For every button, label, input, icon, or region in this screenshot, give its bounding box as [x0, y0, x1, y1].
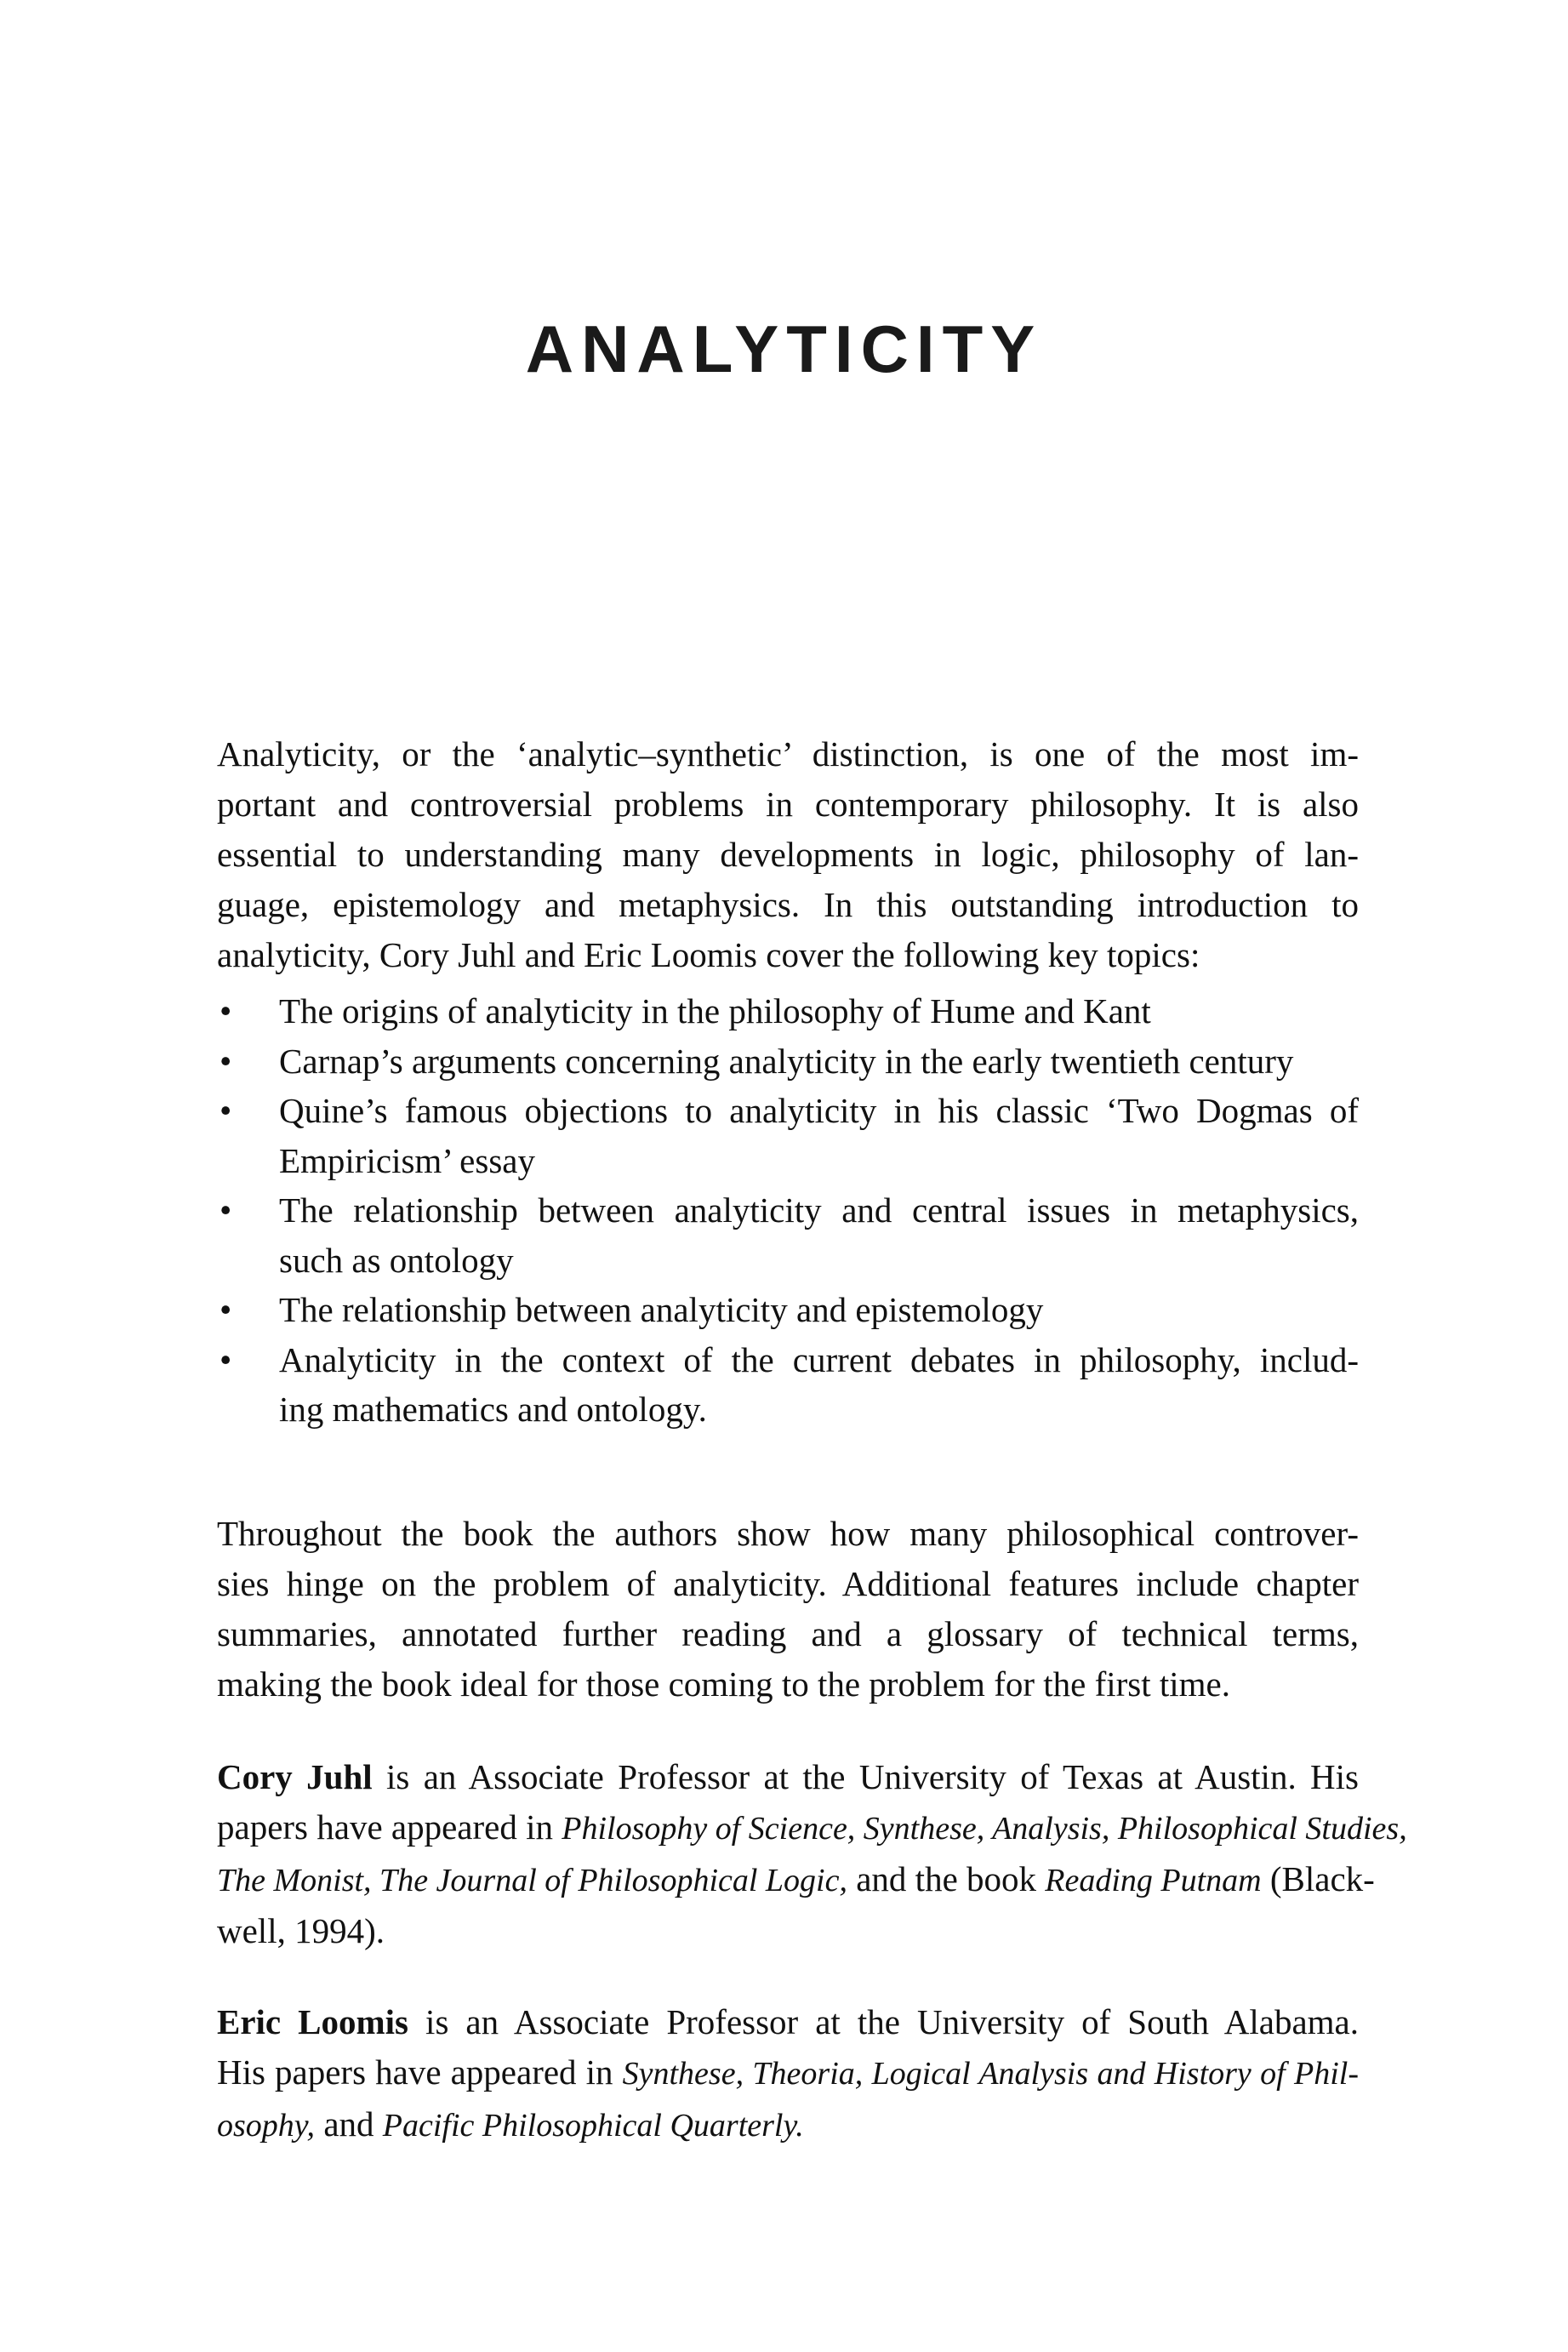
text-line — [217, 1659, 1359, 1710]
bullet-icon: • — [220, 1041, 232, 1081]
text-line: Carnap’s arguments concerning analyticity in the early twentieth century — [279, 1041, 1294, 1081]
text-line — [217, 880, 1359, 930]
text-segment: making the book ideal for those coming to the problem for the first time. — [217, 1664, 1231, 1704]
topic-list-item — [217, 1036, 1359, 1087]
publication-title: Synthese, Theoria, Logical Analysis and History of Phil- — [622, 2056, 1359, 2092]
text-line — [217, 1609, 1359, 1659]
text-segment: His papers have appeared in — [217, 2052, 623, 2092]
bullet-icon: • — [220, 1091, 232, 1130]
text-segment: Throughout the book the authors show how many philosophical controver- — [217, 1514, 1359, 1553]
text-segment: Analyticity, or the ‘analytic–synthetic’ distinction, is one of the most im- — [217, 734, 1359, 774]
author-name: Eric Loomis — [217, 2002, 409, 2041]
publication-title: osophy, — [217, 2108, 316, 2144]
topic-list-item — [217, 1086, 1359, 1185]
text-line — [217, 830, 1359, 880]
bio-cory-juhl — [217, 1752, 1407, 1956]
text-line: ing mathematics and ontology. — [279, 1390, 707, 1429]
bullet-icon: • — [220, 1290, 232, 1329]
text-segment: analyticity, Cory Juhl and Eric Loomis cover the following key topics: — [217, 935, 1200, 974]
text-line — [217, 1559, 1359, 1609]
bullet-icon: • — [220, 1190, 232, 1230]
text-line — [217, 930, 1359, 980]
bio-eric-loomis — [217, 1997, 1359, 2151]
text-segment: and the book — [847, 1859, 1046, 1898]
text-segment: summaries, annotated further reading and a glossary of technical terms, — [217, 1614, 1359, 1653]
author-name: Cory Juhl — [217, 1757, 373, 1796]
text-line: Analyticity in the context of the current debates in philosophy, includ- — [279, 1339, 1359, 1379]
topic-list-item — [217, 1335, 1359, 1435]
text-line: The origins of analyticity in the philosophy of Hume and Kant — [279, 991, 1151, 1030]
text-line — [217, 2099, 1359, 2151]
text-segment: (Black- — [1261, 1859, 1375, 1898]
page-title: ANALYTICITY — [525, 311, 1043, 386]
text-segment: is an Associate Professor at the University of South Alabama. — [408, 2002, 1359, 2041]
intro-paragraph — [217, 729, 1359, 980]
text-segment: is an Associate Professor at the University of Texas at Austin. His — [372, 1757, 1359, 1796]
bullet-icon: • — [220, 991, 232, 1030]
publication-title: The Monist, The Journal of Philosophical Logic, — [217, 1863, 847, 1898]
text-line: The relationship between analyticity and central issues in metaphysics, — [279, 1190, 1359, 1230]
text-line: Quine’s famous objections to analyticity in his classic ‘Two Dogmas of — [279, 1091, 1359, 1130]
topic-list — [217, 986, 1359, 1435]
text-line — [217, 779, 1359, 830]
text-line — [217, 729, 1359, 779]
text-segment: papers have appeared in — [217, 1807, 562, 1847]
text-segment: well, 1994). — [217, 1911, 385, 1950]
text-line — [217, 2047, 1359, 2099]
text-line — [217, 1752, 1359, 1802]
text-line — [217, 1997, 1359, 2047]
text-line — [217, 1802, 1407, 1854]
text-segment: portant and controversial problems in contemporary philosophy. It is also — [217, 785, 1359, 824]
publication-title: Pacific Philosophical Quarterly. — [382, 2108, 804, 2144]
publication-title: Reading Putnam — [1045, 1863, 1262, 1898]
text-line — [217, 1509, 1359, 1559]
topic-list-item — [217, 986, 1359, 1036]
text-line — [217, 1906, 1359, 1956]
text-segment: essential to understanding many developments in logic, philosophy of lan- — [217, 835, 1359, 874]
text-segment: guage, epistemology and metaphysics. In this outstanding introduction to — [217, 885, 1359, 924]
topic-list-item — [217, 1185, 1359, 1285]
text-line — [217, 1854, 1375, 1906]
text-line: The relationship between analyticity and epistemology — [279, 1290, 1044, 1329]
publication-title: Philosophy of Science, Synthese, Analysis, Philosophical Studies, — [562, 1811, 1407, 1847]
text-segment: and — [315, 2104, 383, 2144]
features-paragraph — [217, 1509, 1359, 1710]
topic-list-item — [217, 1285, 1359, 1335]
text-line: such as ontology — [279, 1240, 514, 1280]
text-segment: sies hinge on the problem of analyticity. Additional features include chapter — [217, 1564, 1359, 1603]
text-line: Empiricism’ essay — [279, 1140, 535, 1180]
bullet-icon: • — [220, 1339, 232, 1379]
